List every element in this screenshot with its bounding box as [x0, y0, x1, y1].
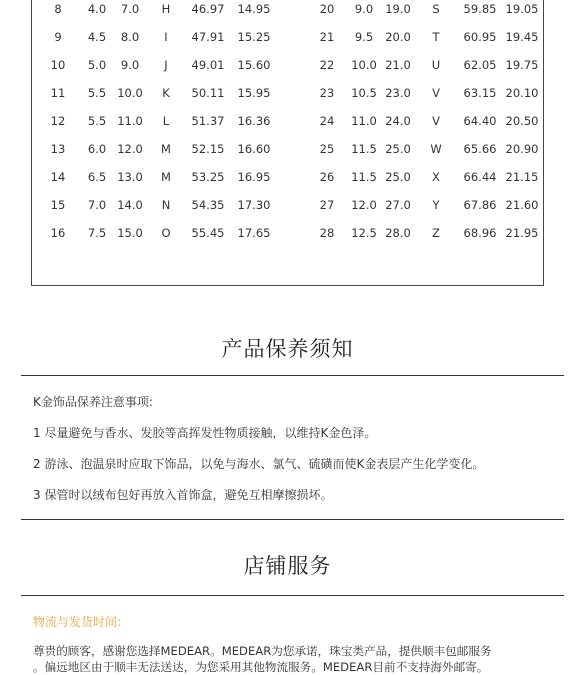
care-item: 1 尽量避免与香水、发胶等高挥发性物质接触，以维持K金色泽。	[33, 426, 377, 440]
table-cell-mm: 49.01	[191, 58, 225, 72]
table-cell-mm: 51.37	[191, 114, 225, 128]
table-cell-letter: T	[432, 30, 440, 44]
table-cell-letter: X	[432, 170, 440, 184]
table-cell-diameter: 5.5	[87, 86, 107, 100]
table-cell-mm2: 17.65	[237, 226, 271, 240]
table-cell-size: 12	[50, 114, 66, 128]
table-cell-diameter: 4.0	[87, 2, 107, 16]
table-cell-mm2: 19.05	[505, 2, 539, 16]
table-cell-mm2: 16.60	[237, 142, 271, 156]
table-cell-size: 22	[319, 58, 335, 72]
table-cell-diameter: 12.0	[351, 198, 377, 212]
table-cell-diameter: 5.5	[87, 114, 107, 128]
table-cell-size: 14	[50, 170, 66, 184]
table-cell-letter: O	[161, 226, 171, 240]
table-cell-circumference: 19.0	[385, 2, 411, 16]
table-cell-diameter: 12.5	[351, 226, 377, 240]
table-row	[0, 142, 575, 162]
table-cell-size: 8	[54, 2, 62, 16]
table-cell-circumference: 9.0	[120, 58, 140, 72]
table-cell-circumference: 15.0	[117, 226, 143, 240]
table-cell-diameter: 11.0	[351, 114, 377, 128]
table-cell-size: 16	[50, 226, 66, 240]
table-cell-mm2: 20.50	[505, 114, 539, 128]
table-cell-mm2: 19.45	[505, 30, 539, 44]
table-cell-diameter: 5.0	[87, 58, 107, 72]
table-cell-size: 15	[50, 198, 66, 212]
table-cell-letter: J	[164, 58, 168, 72]
service-divider	[21, 595, 564, 596]
table-cell-circumference: 7.0	[120, 2, 140, 16]
table-cell-letter: Y	[432, 198, 440, 212]
table-cell-circumference: 14.0	[117, 198, 143, 212]
table-cell-size: 24	[319, 114, 335, 128]
table-cell-diameter: 11.5	[351, 170, 377, 184]
table-cell-mm: 66.44	[463, 170, 497, 184]
table-cell-size: 13	[50, 142, 66, 156]
table-cell-diameter: 9.5	[354, 30, 374, 44]
table-row	[0, 30, 575, 50]
table-cell-diameter: 6.5	[87, 170, 107, 184]
table-cell-letter: V	[432, 86, 440, 100]
table-cell-mm2: 16.36	[237, 114, 271, 128]
table-cell-diameter: 11.5	[351, 142, 377, 156]
care-intro: K金饰品保养注意事项:	[33, 395, 153, 409]
table-cell-circumference: 11.0	[117, 114, 143, 128]
table-cell-mm: 59.85	[463, 2, 497, 16]
care-item: 3 保管时以绒布包好再放入首饰盒，避免互相摩擦损坏。	[33, 488, 333, 502]
table-cell-size: 21	[319, 30, 335, 44]
table-cell-circumference: 23.0	[385, 86, 411, 100]
table-cell-size: 10	[50, 58, 66, 72]
table-cell-size: 11	[50, 86, 66, 100]
table-cell-mm2: 16.95	[237, 170, 271, 184]
table-cell-size: 28	[319, 226, 335, 240]
table-cell-mm2: 14.95	[237, 2, 271, 16]
table-cell-mm2: 20.90	[505, 142, 539, 156]
service-text-line: 尊贵的顾客，感谢您选择MEDEAR。MEDEAR为您承诺，珠宝类产品，提供顺丰包邮服务	[33, 644, 492, 658]
table-row	[0, 226, 575, 246]
table-cell-mm2: 21.60	[505, 198, 539, 212]
table-cell-letter: M	[161, 142, 171, 156]
table-cell-mm: 60.95	[463, 30, 497, 44]
table-cell-letter: K	[162, 86, 170, 100]
table-cell-letter: L	[162, 114, 170, 128]
table-cell-circumference: 24.0	[385, 114, 411, 128]
table-cell-diameter: 4.5	[87, 30, 107, 44]
table-cell-diameter: 6.0	[87, 142, 107, 156]
table-cell-circumference: 28.0	[385, 226, 411, 240]
table-cell-mm: 63.15	[463, 86, 497, 100]
table-row	[0, 198, 575, 218]
table-row	[0, 2, 575, 22]
table-cell-mm2: 15.25	[237, 30, 271, 44]
table-cell-circumference: 27.0	[385, 198, 411, 212]
table-cell-mm2: 19.75	[505, 58, 539, 72]
table-cell-mm: 65.66	[463, 142, 497, 156]
table-cell-circumference: 10.0	[117, 86, 143, 100]
table-cell-size: 9	[54, 30, 62, 44]
table-cell-letter: N	[161, 198, 171, 212]
table-cell-mm: 54.35	[191, 198, 225, 212]
table-cell-circumference: 25.0	[385, 170, 411, 184]
table-cell-mm2: 15.60	[237, 58, 271, 72]
table-cell-circumference: 21.0	[385, 58, 411, 72]
table-cell-letter: S	[432, 2, 440, 16]
table-cell-diameter: 10.5	[351, 86, 377, 100]
table-cell-circumference: 8.0	[120, 30, 140, 44]
care-item: 2 游泳、泡温泉时应取下饰品，以免与海水、氯气、硫磺而使K金表层产生化学变化。	[33, 457, 485, 471]
table-cell-mm: 50.11	[191, 86, 225, 100]
table-cell-diameter: 10.0	[351, 58, 377, 72]
table-cell-circumference: 13.0	[117, 170, 143, 184]
table-row	[0, 58, 575, 78]
table-cell-mm2: 21.95	[505, 226, 539, 240]
table-cell-circumference: 25.0	[385, 142, 411, 156]
service-text-line: 。偏远地区由于顺丰无法送达，为您采用其他物流服务。MEDEAR目前不支持海外邮寄。	[33, 660, 489, 674]
table-cell-mm: 62.05	[463, 58, 497, 72]
table-row	[0, 170, 575, 190]
table-cell-diameter: 7.0	[87, 198, 107, 212]
care-title: 产品保养须知	[221, 337, 354, 361]
table-cell-size: 25	[319, 142, 335, 156]
table-cell-letter: Z	[432, 226, 440, 240]
table-cell-size: 27	[319, 198, 335, 212]
table-cell-mm: 46.97	[191, 2, 225, 16]
table-cell-mm: 55.45	[191, 226, 225, 240]
table-cell-mm: 67.86	[463, 198, 497, 212]
shipping-subheading: 物流与发货时间:	[33, 615, 122, 629]
table-cell-mm2: 21.15	[505, 170, 539, 184]
table-cell-diameter: 7.5	[87, 226, 107, 240]
table-cell-mm: 53.25	[191, 170, 225, 184]
table-cell-size: 26	[319, 170, 335, 184]
table-cell-circumference: 12.0	[117, 142, 143, 156]
table-cell-circumference: 20.0	[385, 30, 411, 44]
service-title: 店铺服务	[243, 554, 332, 578]
table-cell-size: 20	[319, 2, 335, 16]
table-cell-mm: 68.96	[463, 226, 497, 240]
table-cell-mm: 47.91	[191, 30, 225, 44]
table-row	[0, 114, 575, 134]
table-cell-mm: 64.40	[463, 114, 497, 128]
table-cell-letter: U	[431, 58, 441, 72]
table-cell-mm2: 20.10	[505, 86, 539, 100]
table-cell-mm: 52.15	[191, 142, 225, 156]
table-cell-mm2: 15.95	[237, 86, 271, 100]
table-cell-letter: V	[432, 114, 440, 128]
table-cell-letter: I	[164, 30, 168, 44]
table-cell-size: 23	[319, 86, 335, 100]
table-cell-letter: H	[161, 2, 171, 16]
table-cell-letter: W	[430, 142, 442, 156]
table-row	[0, 86, 575, 106]
care-divider-top	[21, 375, 564, 376]
table-cell-letter: M	[161, 170, 171, 184]
care-divider-bottom	[21, 519, 564, 520]
table-cell-diameter: 9.0	[354, 2, 374, 16]
table-cell-mm2: 17.30	[237, 198, 271, 212]
